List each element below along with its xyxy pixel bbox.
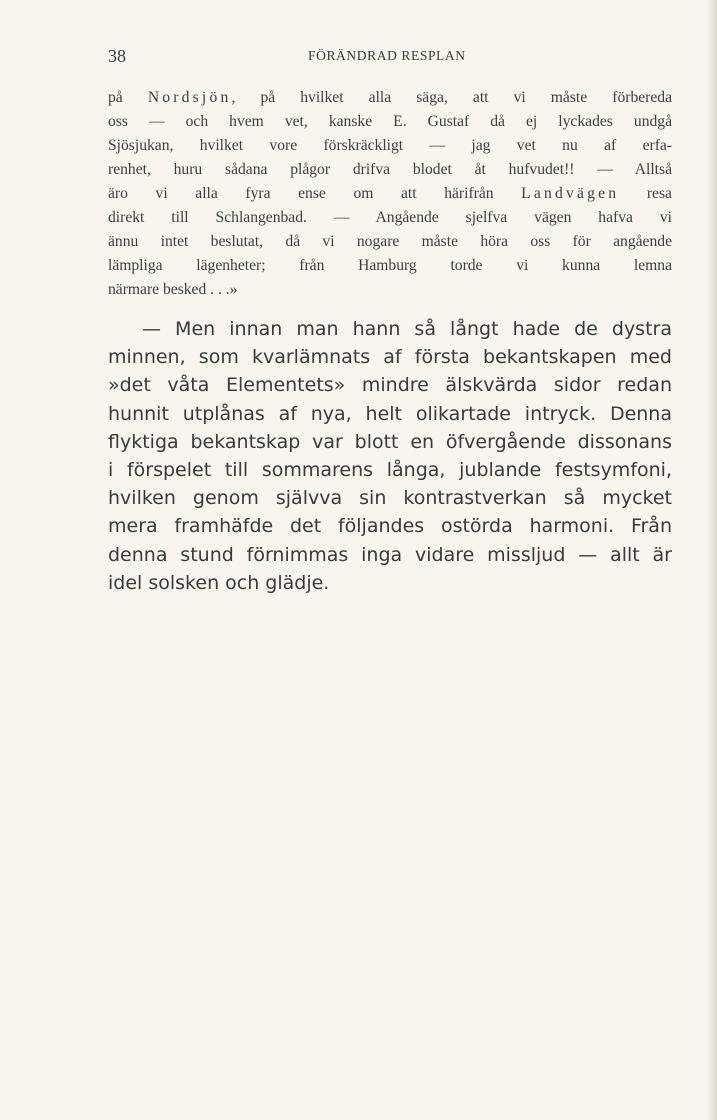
body-line: mera framhäfde det följandes ostörda harmoni. Från — [108, 515, 672, 538]
letter-line: renhet, huru sådana plågor drifva blodet åt hufvudet!! — Alltså — [108, 161, 672, 178]
body-line: hunnit utplånas af nya, helt olikartade intryck. Denna — [108, 402, 672, 425]
body-line: »det våta Elementets» mindre älskvärda sidor redan — [108, 374, 672, 397]
page-edge — [707, 0, 717, 1120]
letter-line: lämpliga lägenheter; från Hamburg torde vi kunna lemna — [108, 257, 672, 274]
spaced-word: Nordsjön — [147, 89, 232, 106]
letter-line: på Nordsjön, på hvilket alla säga, att vi måste förbereda — [108, 89, 672, 106]
letter-line: äro vi alla fyra ense om att härifrån Landvägen resa — [108, 185, 672, 202]
body-paragraph — [108, 315, 672, 597]
page-header — [108, 46, 672, 70]
body-line: i förspelet till sommarens långa, jublande festsymfoni, — [108, 459, 672, 482]
letter-line: ännu intet beslutat, då vi nogare måste höra oss för angående — [108, 233, 672, 250]
letter-line: direkt till Schlangenbad. — Angående sjelfva vägen hafva vi — [108, 209, 672, 226]
body-line: flyktiga bekantskap var blott en öfvergående dissonans — [108, 430, 672, 453]
letter-line: Sjösjukan, hvilket vore förskräckligt — jag vet nu af erfa- — [108, 137, 672, 154]
page-number: 38 — [108, 46, 126, 66]
body-line: minnen, som kvarlämnats af första bekantskapen med — [108, 346, 672, 369]
body-line: hvilken genom självva sin kontrastverkan så mycket — [108, 487, 672, 510]
letter-line: närmare besked . . .» — [108, 281, 238, 298]
body-line: denna stund förnimmas inga vidare missljud — allt är — [108, 543, 672, 566]
body-line: — Men innan man hann så långt hade de dystra — [142, 318, 672, 340]
spaced-word: Landvägen — [521, 185, 620, 202]
body-line: idel solsken och glädje. — [108, 571, 330, 594]
letter-line: oss — och hvem vet, kanske E. Gustaf då ej lyckades undgå — [108, 113, 672, 130]
running-title: FÖRÄNDRAD RESPLAN — [308, 48, 466, 63]
quoted-letter — [108, 86, 672, 302]
